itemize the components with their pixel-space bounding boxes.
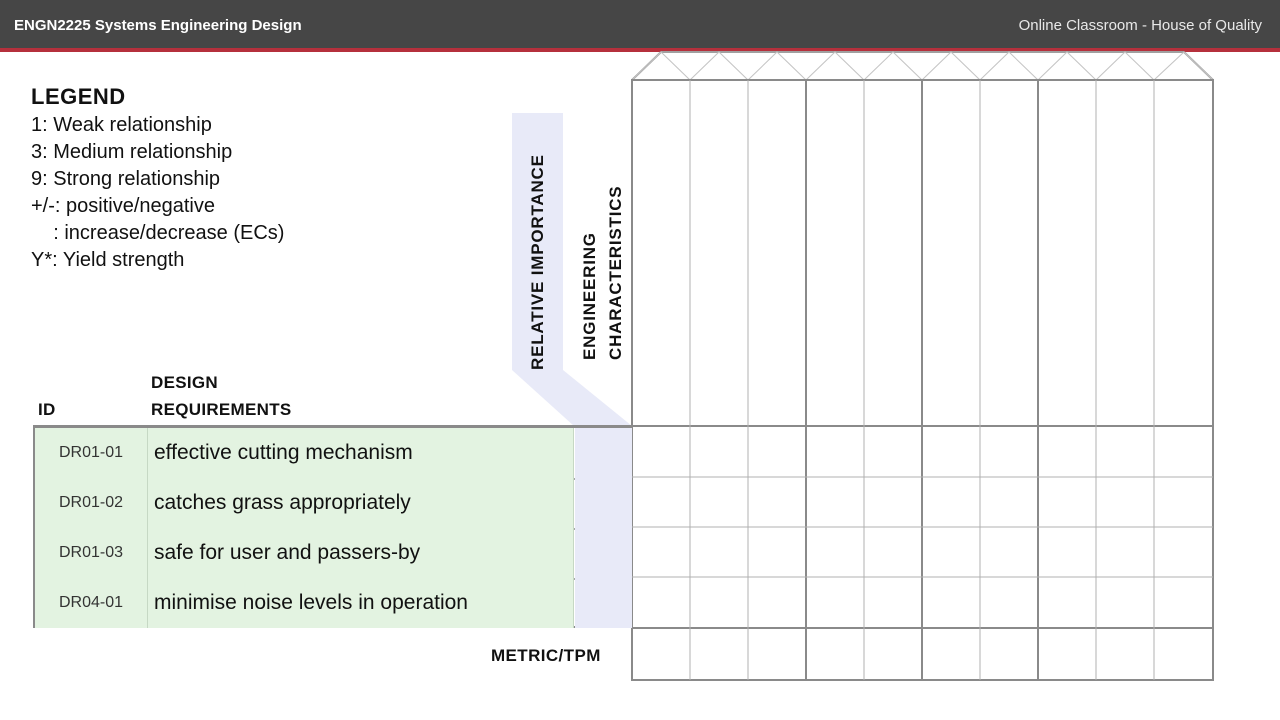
legend-line: 9: Strong relationship	[31, 168, 221, 190]
requirement-id: DR01-01	[35, 428, 148, 478]
requirement-text: catches grass appropriately	[148, 478, 574, 528]
requirements-table	[33, 426, 632, 628]
legend-line: +/-: positive/negative	[31, 195, 215, 217]
requirements-header-line1: DESIGN	[151, 373, 218, 392]
importance-cell	[575, 528, 632, 578]
importance-cell	[575, 428, 632, 478]
characteristics-header-line2: CHARACTERISTICS	[606, 185, 625, 360]
characteristics-header-line1: ENGINEERING	[580, 232, 599, 360]
table-row	[35, 428, 632, 480]
legend-line: 3: Medium relationship	[31, 141, 233, 163]
legend-line: Y*: Yield strength	[31, 249, 185, 271]
requirement-text: effective cutting mechanism	[148, 428, 574, 478]
roof	[632, 52, 1213, 80]
id-header: ID	[38, 400, 56, 419]
roof-zigzag	[632, 52, 1213, 80]
importance-header: RELATIVE IMPORTANCE	[528, 154, 547, 370]
importance-cell	[575, 578, 632, 628]
requirements-header-line2: REQUIREMENTS	[151, 400, 292, 419]
column-lines-group	[806, 80, 1038, 680]
importance-cell	[575, 478, 632, 528]
requirement-id: DR01-03	[35, 528, 148, 578]
requirement-text: safe for user and passers-by	[148, 528, 574, 578]
legend-line: 1: Weak relationship	[31, 114, 212, 136]
course-title: ENGN2225 Systems Engineering Design	[14, 17, 302, 34]
legend-title: LEGEND	[31, 84, 126, 109]
requirement-id: DR01-02	[35, 478, 148, 528]
legend-line: : increase/decrease (ECs)	[31, 222, 285, 244]
table-row	[35, 528, 632, 580]
table-row	[35, 578, 632, 628]
metric-label: METRIC/TPM	[491, 646, 601, 665]
requirement-text: minimise noise levels in operation	[148, 578, 574, 628]
section-title: Online Classroom - House of Quality	[1018, 17, 1262, 34]
table-row	[35, 478, 632, 530]
requirement-id: DR04-01	[35, 578, 148, 628]
